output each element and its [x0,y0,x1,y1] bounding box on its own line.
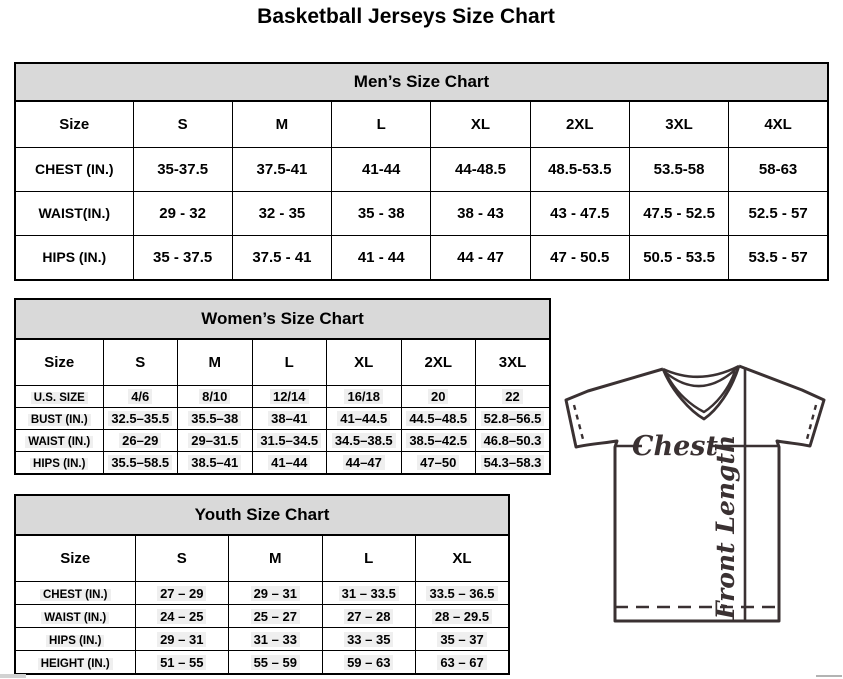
size-value: 41–44 [268,455,310,470]
youth-value-cell [322,605,416,628]
scrollbar-fragment-left [0,674,26,678]
women-value-cell [327,408,402,430]
women-col-header: L [252,339,327,386]
youth-value-cell [416,605,510,628]
size-value: 44.5–48.5 [406,411,470,426]
size-value: 44-48.5 [455,161,506,178]
youth-value-cell [322,582,416,605]
youth-value-cell [416,628,510,651]
row-label: CHEST (IN.) [34,161,114,177]
youth-row-label-cell [15,651,135,675]
men-row-label-cell [15,236,133,281]
women-value-cell [178,430,253,452]
men-col-header: 3XL [629,101,728,148]
size-value: 24 – 25 [157,609,206,624]
women-value-cell [252,452,327,475]
women-data-row [15,386,550,408]
womens-size-table [14,298,551,475]
men-value-cell [629,192,728,236]
women-table-title-row [15,299,550,339]
youth-value-cell [416,651,510,675]
women-data-row [15,452,550,475]
size-value: 52.5 - 57 [748,205,808,222]
youth-col-header: M [229,535,323,582]
men-value-cell [431,236,530,281]
men-value-cell [629,148,728,192]
youth-col-header: Size [15,535,135,582]
size-value: 41-44 [362,161,401,178]
size-value: 32 - 35 [258,205,306,222]
men-value-cell [332,192,431,236]
row-label: U.S. SIZE [31,392,88,404]
youth-row-label-cell [15,582,135,605]
youth-column-header-row [15,535,509,582]
row-label: HIPS (IN.) [42,249,107,265]
size-value: 38–41 [268,411,310,426]
size-value: 29 - 32 [159,205,206,222]
men-data-row [15,148,828,192]
size-value: 47–50 [417,455,459,470]
men-value-cell [133,192,232,236]
youth-value-cell [322,651,416,675]
women-col-header: S [103,339,178,386]
women-col-header: 3XL [476,339,551,386]
size-value: 29 – 31 [157,632,206,647]
men-row-label-cell [15,192,133,236]
size-value: 51 – 55 [157,655,206,670]
men-value-cell [729,148,828,192]
size-value: 54.3–58.3 [481,455,545,470]
size-value: 50.5 - 53.5 [643,249,715,266]
youth-col-header: L [322,535,416,582]
women-row-label-cell [15,408,103,430]
men-table-title-row [15,63,828,101]
size-value: 34.5–38.5 [332,433,396,448]
row-label: WAIST(IN.) [38,205,111,221]
youth-table-title-row [15,495,509,535]
men-value-cell [232,148,331,192]
chest-label: Chest [632,431,718,462]
size-value: 38 - 43 [457,205,504,222]
men-value-cell [332,148,431,192]
women-value-cell [401,452,476,475]
size-value: 37.5 - 41 [252,249,312,266]
row-label: CHEST (IN.) [40,589,111,601]
size-value: 63 – 67 [437,655,486,670]
front-length-label: Front Length [711,434,740,620]
women-col-header: M [178,339,253,386]
size-value: 43 - 47.5 [550,205,610,222]
men-col-header: S [133,101,232,148]
youth-value-cell [135,582,229,605]
women-row-label-cell [15,386,103,408]
women-value-cell [327,452,402,475]
women-data-row [15,408,550,430]
youth-value-cell [322,628,416,651]
women-value-cell [178,452,253,475]
men-value-cell [530,192,629,236]
size-value: 52.8–56.5 [481,411,545,426]
size-value: 27 – 28 [344,609,393,624]
men-value-cell [530,148,629,192]
size-value: 38.5–42.5 [406,433,470,448]
size-value: 31.5–34.5 [257,433,321,448]
men-data-row [15,192,828,236]
row-label: HIPS (IN.) [30,458,88,470]
youth-value-cell [135,651,229,675]
women-value-cell [252,408,327,430]
size-value: 32.5–35.5 [108,411,172,426]
men-row-label-cell [15,148,133,192]
men-value-cell [431,192,530,236]
youth-value-cell [229,605,323,628]
size-value: 16/18 [344,389,383,404]
men-value-cell [729,236,828,281]
women-table-title: Women’s Size Chart [15,299,550,339]
men-value-cell [729,192,828,236]
size-value: 35-37.5 [157,161,209,178]
men-col-header: 4XL [729,101,828,148]
women-data-row [15,430,550,452]
size-value: 12/14 [270,389,309,404]
size-value: 47 - 50.5 [550,249,610,266]
men-col-header: M [232,101,331,148]
cuff-dash-right [806,405,816,443]
youth-value-cell [416,582,510,605]
women-value-cell [103,386,178,408]
row-label: WAIST (IN.) [25,436,93,448]
size-value: 59 – 63 [344,655,393,670]
size-value: 44 - 47 [457,249,504,266]
size-value: 35.5–38 [188,411,241,426]
size-value: 55 – 59 [251,655,300,670]
men-value-cell [133,236,232,281]
size-value: 35 – 37 [437,632,486,647]
women-value-cell [476,452,551,475]
women-col-header: Size [15,339,103,386]
youth-row-label-cell [15,628,135,651]
size-value: 33 – 35 [344,632,393,647]
men-table-title: Men’s Size Chart [15,63,828,101]
size-value: 53.5 - 57 [748,249,808,266]
youth-value-cell [135,605,229,628]
women-value-cell [401,430,476,452]
women-column-header-row [15,339,550,386]
women-value-cell [252,386,327,408]
size-value: 44–47 [343,455,385,470]
size-value: 22 [502,389,522,404]
size-value: 4/6 [128,389,152,404]
size-value: 29–31.5 [188,433,241,448]
page-title: Basketball Jerseys Size Chart [257,5,555,28]
size-value: 26–29 [119,433,161,448]
size-value: 48.5-53.5 [548,161,612,178]
men-value-cell [232,236,331,281]
men-col-header: Size [15,101,133,148]
youth-data-row [15,582,509,605]
cuff-dash-left [574,405,584,443]
women-value-cell [327,386,402,408]
size-value: 35 - 37.5 [153,249,213,266]
row-label: HIPS (IN.) [46,635,104,647]
scrollbar-fragment-right [816,675,842,677]
youth-data-row [15,651,509,675]
men-value-cell [530,236,629,281]
size-value: 35.5–58.5 [108,455,172,470]
men-data-row [15,236,828,281]
men-col-header: XL [431,101,530,148]
size-value: 41–44.5 [337,411,390,426]
size-value: 25 – 27 [251,609,300,624]
row-label: WAIST (IN.) [41,612,109,624]
youth-col-header: XL [416,535,510,582]
women-col-header: XL [327,339,402,386]
women-row-label-cell [15,430,103,452]
women-value-cell [103,430,178,452]
size-value: 46.8–50.3 [481,433,545,448]
size-value: 33.5 – 36.5 [426,586,497,601]
youth-data-row [15,628,509,651]
youth-value-cell [229,651,323,675]
men-value-cell [232,192,331,236]
size-value: 58-63 [758,161,798,178]
women-value-cell [401,386,476,408]
youth-row-label-cell [15,605,135,628]
men-value-cell [133,148,232,192]
youth-col-header: S [135,535,229,582]
size-value: 31 – 33.5 [339,586,399,601]
size-value: 31 – 33 [251,632,300,647]
men-column-header-row [15,101,828,148]
women-value-cell [401,408,476,430]
women-value-cell [103,408,178,430]
size-value: 47.5 - 52.5 [643,205,715,222]
men-value-cell [629,236,728,281]
men-col-header: L [332,101,431,148]
size-value: 29 – 31 [251,586,300,601]
size-value: 38.5–41 [188,455,241,470]
row-label: HEIGHT (IN.) [38,658,113,670]
women-value-cell [252,430,327,452]
size-value: 53.5-58 [653,161,705,178]
size-value: 8/10 [199,389,230,404]
women-value-cell [103,452,178,475]
women-col-header: 2XL [401,339,476,386]
size-value: 37.5-41 [256,161,308,178]
size-value: 27 – 29 [157,586,206,601]
size-value: 20 [428,389,448,404]
size-value: 41 - 44 [357,249,405,266]
size-value: 28 – 29.5 [432,609,492,624]
jersey-outline [566,366,824,621]
men-col-header: 2XL [530,101,629,148]
youth-value-cell [229,628,323,651]
youth-value-cell [135,628,229,651]
women-value-cell [476,386,551,408]
men-value-cell [431,148,530,192]
youth-size-table [14,494,510,675]
women-row-label-cell [15,452,103,475]
mens-size-table [14,62,829,281]
youth-data-row [15,605,509,628]
men-value-cell [332,236,431,281]
women-value-cell [476,430,551,452]
women-value-cell [178,386,253,408]
youth-value-cell [229,582,323,605]
jersey-measurement-diagram [560,355,838,627]
youth-table-title: Youth Size Chart [15,495,509,535]
women-value-cell [327,430,402,452]
size-value: 35 - 38 [357,205,405,222]
women-value-cell [178,408,253,430]
row-label: BUST (IN.) [28,414,91,426]
women-value-cell [476,408,551,430]
